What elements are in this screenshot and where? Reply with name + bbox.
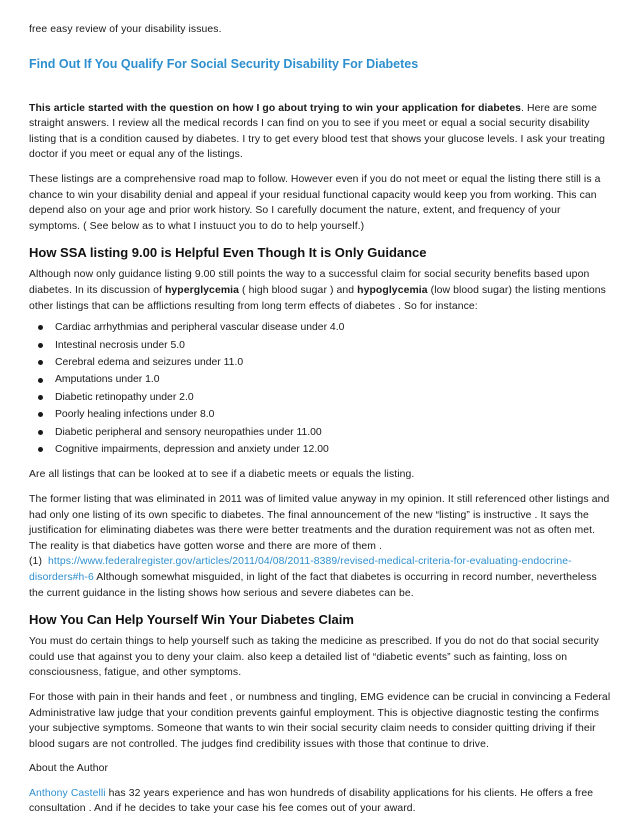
list-item: Amputations under 1.0: [35, 371, 614, 388]
former-listing-tail: Although somewhat misguided, in light of the fact that diabetes is occurring in record number, nevertheless the current guidance in the listing shows how serious and severe diabetes can be.: [29, 571, 597, 599]
federal-register-link[interactable]: https://www.federalregister.gov/articles/2011/04/08/2011-8389/revised-medical-criteria-for-evaluating-endocrine-disorders#h-6: [29, 556, 572, 583]
former-listing-text: The former listing that was eliminated in 2011 was of limited value anyway in my opinion. It still referenced other listings and had only one listing of its own specific to diabetes. The final announcement of the new “listing” is instructive . It says the justification for eliminating diabetes was there were better treatments and the duration requirement was not as often met. The reality is that diabetics have gotten worse and there are more of them .: [29, 493, 610, 552]
section-heading-help-yourself: How You Can Help Yourself Win Your Diabetes Claim: [29, 612, 354, 628]
list-item: Cardiac arrhythmias and peripheral vascular disease under 4.0: [35, 319, 614, 336]
help-paragraph-2: For those with pain in their hands and feet , or numbness and tingling, EMG evidence can be crucial in convincing a Federal Administrative law judge that your condition prevents gainful employment. This is objective diagnostic testing the confirms your subjective symptoms. Someone that wants to win their social security claim needs to consider quitting driving if their blood sugars are not controlled. The judges find credibility issues with those that continue to drive.: [29, 691, 611, 750]
section-heading-listing: How SSA listing 9.00 is Helpful Even Though It is Only Guidance: [29, 245, 427, 261]
conditions-list: [29, 319, 614, 458]
listing-para-b: ( high blood sugar ) and: [239, 284, 358, 296]
listing-para-a: Although now only guidance listing 9.00 still points the way to a successful claim for social security benefits based upon diabetes. In its discussion of: [29, 269, 590, 296]
article-p1-rest: . Here are some straight answers. I review all the medical records I can find on you to see if you meet or equal a social security disability listing that is a condition caused by diabetes. I try to get every blood test that shows your glucose levels. I ask your treating doctor if you meet or equal any of the listings.: [29, 102, 606, 161]
article-title-link[interactable]: Find Out If You Qualify For Social Security Disability For Diabetes: [29, 56, 419, 71]
hyperglycemia-term: hyperglycemia: [164, 284, 240, 296]
about-author-label: About the Author: [29, 763, 109, 775]
listing-para-c: (low blood sugar) the listing mentions other listings that can be afflictions resulting from long term effects of diabetes . So for instance:: [29, 284, 606, 312]
intro-text: free easy review of your disability issues.: [29, 24, 222, 35]
article-paragraph-2: These listings are a comprehensive road map to follow. However even if you do not meet or equal the listing there still is a chance to win your disability denial and appeal if your residual functional capacity would keep you from working. This can depend also on your age and prior work history. So I carefully document the nature, extent, and frequency of your symptoms. ( See below as to what I instuuct you to do to help yourself.): [29, 173, 601, 232]
author-bio-paragraph: [29, 786, 614, 817]
author-bio-text: has 32 years experience and has won hundreds of disability applications for his clients. He offers a free consultation . And if he decides to take your case his fee comes out of your award.: [29, 787, 594, 815]
list-item: Intestinal necrosis under 5.0: [35, 337, 614, 354]
footnote-marker: (1): [29, 556, 42, 568]
article-bold-lead: This article started with the question on how I go about trying to win your application for diabetes: [29, 102, 522, 114]
list-item: Poorly healing infections under 8.0: [35, 406, 614, 423]
list-item: Diabetic peripheral and sensory neuropathies under 11.00: [35, 424, 614, 441]
list-item: Cerebral edema and seizures under 11.0: [35, 354, 614, 371]
list-item: Cognitive impairments, depression and anxiety under 12.00: [35, 441, 614, 458]
author-name-link[interactable]: Anthony Castelli: [29, 787, 106, 799]
article-paragraph-1: [29, 101, 614, 163]
help-paragraph-1: You must do certain things to help yourself such as taking the medicine as prescribed. If you do not do that social security could use that against you to deny your claim. also keep a detailed list of “diabetic events” such as fainting, loss on consciousness, fatigue, and other symptoms.: [29, 636, 599, 679]
former-listing-paragraph: [29, 492, 614, 601]
after-list-text: Are all listings that can be looked at to see if a diabetic meets or equals the listing.: [29, 469, 415, 481]
hypoglycemia-term: hypoglycemia: [357, 284, 428, 296]
list-item: Diabetic retinopathy under 2.0: [35, 389, 614, 406]
listing-guidance-paragraph: [29, 267, 614, 314]
